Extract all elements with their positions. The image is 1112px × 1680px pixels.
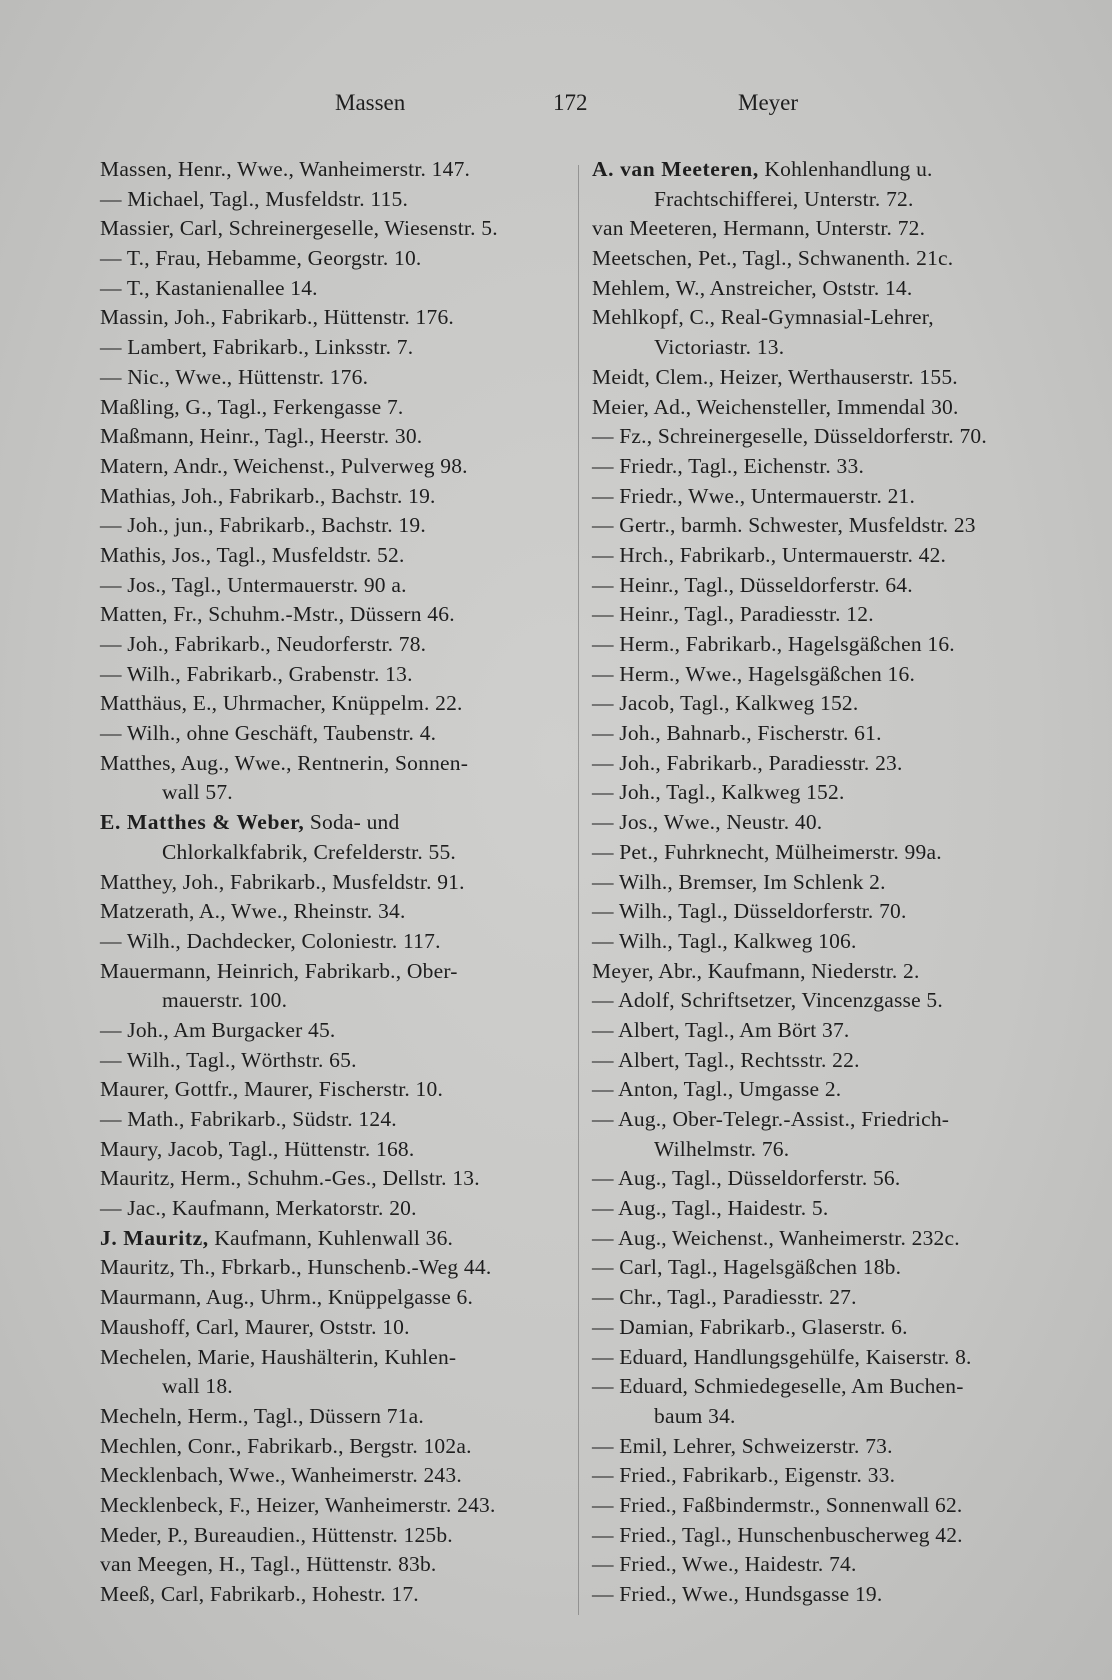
directory-entry-line [592,808,1062,838]
directory-entry-line [592,1372,1062,1402]
directory-entry-line [592,600,1062,630]
directory-entry-line [592,1105,1062,1135]
entry-text: — Jos., Wwe., Neustr. 40. [592,810,823,835]
directory-entry-line [592,749,1062,779]
entry-text: — T., Frau, Hebamme, Georgstr. 10. [100,246,422,271]
entry-text: wall 57. [162,780,233,805]
entry-text: — Wilh., Bremser, Im Schlenk 2. [592,869,886,894]
entry-text: Mauritz, Herm., Schuhm.-Ges., Dellstr. 13. [100,1166,480,1191]
directory-entry-line [592,1521,1062,1551]
entry-text: Massier, Carl, Schreinergeselle, Wiesenstr. 5. [100,216,498,241]
directory-entry-line [592,1432,1062,1462]
column-divider [578,165,579,1615]
directory-entry-line [592,422,1062,452]
entry-text: — Pet., Fuhrknecht, Mülheimerstr. 99a. [592,839,942,864]
directory-entry-line [100,571,570,601]
directory-entry-line [592,630,1062,660]
directory-entry-line [100,274,570,304]
entry-text: — Michael, Tagl., Musfeldstr. 115. [100,186,409,211]
entry-text: Mathias, Joh., Fabrikarb., Bachstr. 19. [100,483,436,508]
entry-text: — Fried., Wwe., Hundsgasse 19. [592,1582,883,1606]
directory-entry-line [100,1550,570,1580]
directory-entry-line [592,1313,1062,1343]
entry-text: — Wilh., Tagl., Düsseldorferstr. 70. [592,899,907,924]
entry-text: — Albert, Tagl., Am Bört 37. [592,1017,850,1042]
directory-entry-line [100,1224,570,1254]
directory-entry-line [592,897,1062,927]
directory-entry-line [100,778,570,808]
entry-text: Massen, Henr., Wwe., Wanheimerstr. 147. [100,157,471,181]
entry-text: — Damian, Fabrikarb., Glaserstr. 6. [592,1314,908,1339]
directory-entry-line [100,1432,570,1462]
directory-entry-line [592,957,1062,987]
directory-entry-line [100,1313,570,1343]
entry-text: — Friedr., Wwe., Untermauerstr. 21. [592,483,916,508]
directory-entry-line [100,1343,570,1373]
directory-entry-line [100,1283,570,1313]
directory-entry-line [100,1105,570,1135]
entry-text: — Heinr., Tagl., Düsseldorferstr. 64. [592,572,913,597]
entry-text: Matzerath, A., Wwe., Rheinstr. 34. [100,899,406,924]
directory-entry-line [100,1016,570,1046]
directory-entry-line [592,927,1062,957]
entry-text: — T., Kastanienallee 14. [100,275,318,300]
running-head-left: Massen [335,90,406,115]
directory-entry-line [100,719,570,749]
directory-entry-line [592,1194,1062,1224]
directory-entry-line [592,1224,1062,1254]
directory-entry-line [100,452,570,482]
directory-entry-line [592,838,1062,868]
directory-entry-line [592,571,1062,601]
directory-entry-line [592,660,1062,690]
entry-text: Matern, Andr., Weichenst., Pulverweg 98. [100,453,468,478]
entry-text: Mechelen, Marie, Haushälterin, Kuhlen- [100,1344,457,1369]
directory-entry-line [100,214,570,244]
directory-entry-line [100,333,570,363]
entry-text: — Fried., Tagl., Hunschenbuscherweg 42. [592,1522,963,1547]
directory-entry-line [100,541,570,571]
entry-text: — Joh., Tagl., Kalkweg 152. [592,780,845,805]
directory-entry-line [100,1253,570,1283]
directory-entry-line [100,1164,570,1194]
directory-entry-line [592,244,1062,274]
directory-entry-line [592,1075,1062,1105]
directory-entry-line [100,957,570,987]
entry-text: Maßmann, Heinr., Tagl., Heerstr. 30. [100,424,423,449]
entry-text: Victoriastr. 13. [654,335,785,360]
entry-text: — Adolf, Schriftsetzer, Vincenzgasse 5. [592,988,943,1013]
entry-text: Matten, Fr., Schuhm.-Mstr., Düssern 46. [100,602,455,627]
entry-text: Meder, P., Bureaudien., Hüttenstr. 125b. [100,1522,453,1547]
directory-entry-line [592,986,1062,1016]
directory-entry-line [592,778,1062,808]
entry-text: wall 18. [162,1374,233,1399]
directory-entry-line [592,1461,1062,1491]
entry-text: — Gertr., barmh. Schwester, Musfeldstr. 23 [592,513,976,538]
directory-entry-line [100,838,570,868]
entry-text: Mechlen, Conr., Fabrikarb., Bergstr. 102a. [100,1433,472,1458]
directory-entry-line [100,244,570,274]
directory-entry-line [100,1491,570,1521]
directory-entry-line [100,660,570,690]
entry-text: Frachtschifferei, Unterstr. 72. [654,186,914,211]
entry-text: — Anton, Tagl., Umgasse 2. [592,1077,842,1102]
entry-text: Soda- und [304,810,400,835]
entry-text: — Wilh., Dachdecker, Coloniestr. 117. [100,928,441,953]
directory-entry-line [592,1135,1062,1165]
entry-text: Meier, Ad., Weichensteller, Immendal 30. [592,394,959,419]
entry-text: baum 34. [654,1403,736,1428]
directory-entry-line [100,927,570,957]
entry-text: Meidt, Clem., Heizer, Werthauserstr. 155. [592,364,958,389]
entry-text: — Chr., Tagl., Paradiesstr. 27. [592,1285,857,1310]
entry-text: — Hrch., Fabrikarb., Untermauerstr. 42. [592,542,947,567]
entry-text: Meeß, Carl, Fabrikarb., Hohestr. 17. [100,1582,419,1606]
entry-text: — Lambert, Fabrikarb., Linksstr. 7. [100,335,414,360]
directory-entry-line [592,1283,1062,1313]
directory-entry-line [592,155,1062,185]
page-number: 172 [553,90,588,115]
entry-text: Mecklenbach, Wwe., Wanheimerstr. 243. [100,1463,462,1488]
entry-text: Maurmann, Aug., Uhrm., Knüppelgasse 6. [100,1285,474,1310]
entry-text: — Joh., Fabrikarb., Neudorferstr. 78. [100,632,427,656]
entry-text: — Friedr., Tagl., Eichenstr. 33. [592,453,865,478]
directory-entry-line [592,274,1062,304]
entry-text: Maßling, G., Tagl., Ferkengasse 7. [100,394,404,419]
directory-entry-line [592,214,1062,244]
entry-text: Wilhelmstr. 76. [654,1136,790,1161]
directory-entry-line [100,155,570,185]
directory-entry-line [592,303,1062,333]
directory-entry-line [100,1135,570,1165]
directory-entry-line [100,1580,570,1610]
entry-text: — Fried., Wwe., Haidestr. 74. [592,1552,857,1577]
directory-entry-line [100,393,570,423]
directory-entry-line [100,1402,570,1432]
directory-entry-line [592,1164,1062,1194]
entry-text: — Math., Fabrikarb., Südstr. 124. [100,1107,397,1131]
entry-text: — Fried., Faßbindermstr., Sonnenwall 62. [592,1492,963,1517]
directory-entry-line [100,482,570,512]
firm-name: A. van Meeteren, [592,157,759,181]
directory-entry-line [100,1075,570,1105]
entry-text: — Fz., Schreinergeselle, Düsseldorferstr. 70. [592,424,987,449]
directory-entry-line [100,1372,570,1402]
entry-text: — Emil, Lehrer, Schweizerstr. 73. [592,1433,893,1458]
entry-text: Matthes, Aug., Wwe., Rentnerin, Sonnen- [100,750,469,775]
directory-entry-line [100,1046,570,1076]
entry-text: — Jac., Kaufmann, Merkatorstr. 20. [100,1196,417,1221]
right-column [592,155,1062,1610]
entry-text: — Joh., Fabrikarb., Paradiesstr. 23. [592,750,903,775]
entry-text: — Wilh., Tagl., Kalkweg 106. [592,928,857,953]
entry-text: — Eduard, Handlungsgehülfe, Kaiserstr. 8. [592,1344,972,1369]
directory-entry-line [100,868,570,898]
entry-text: — Nic., Wwe., Hüttenstr. 176. [100,364,369,389]
entry-text: Massin, Joh., Fabrikarb., Hüttenstr. 176. [100,305,454,330]
left-column [100,155,570,1610]
entry-text: — Aug., Tagl., Haidestr. 5. [592,1196,829,1221]
directory-entry-line [592,689,1062,719]
entry-text: — Herm., Wwe., Hagelsgäßchen 16. [592,661,916,686]
directory-entry-line [100,600,570,630]
firm-name: J. Mauritz, [100,1225,209,1250]
entry-text: — Joh., jun., Fabrikarb., Bachstr. 19. [100,513,426,538]
entry-text: — Wilh., ohne Geschäft, Taubenstr. 4. [100,721,437,746]
running-head-right: Meyer [738,90,799,115]
directory-entry-line [100,422,570,452]
directory-entry-line [592,1580,1062,1610]
entry-text: Maurer, Gottfr., Maurer, Fischerstr. 10. [100,1077,444,1102]
entry-text: Kaufmann, Kuhlenwall 36. [208,1225,454,1250]
entry-text: Maushoff, Carl, Maurer, Oststr. 10. [100,1314,410,1339]
directory-entry-line [592,482,1062,512]
directory-entry-line [100,511,570,541]
directory-entry-line [592,868,1062,898]
directory-entry-line [592,1016,1062,1046]
directory-entry-line [100,185,570,215]
entry-text: — Eduard, Schmiedegeselle, Am Buchen- [592,1374,964,1399]
entry-text: — Wilh., Fabrikarb., Grabenstr. 13. [100,661,413,686]
directory-entry-line [100,689,570,719]
entry-text: Mauritz, Th., Fbrkarb., Hunschenb.-Weg 44. [100,1255,492,1280]
directory-entry-line [100,986,570,1016]
entry-text: Kohlenhandlung u. [758,157,933,181]
directory-entry-line [100,630,570,660]
entry-text: — Heinr., Tagl., Paradiesstr. 12. [592,602,874,627]
entry-text: — Jos., Tagl., Untermauerstr. 90 a. [100,572,407,597]
directory-entry-line [592,185,1062,215]
entry-text: — Joh., Am Burgacker 45. [100,1017,336,1042]
entry-text: van Meegen, H., Tagl., Hüttenstr. 83b. [100,1552,437,1577]
directory-entry-line [592,1550,1062,1580]
entry-text: mauerstr. 100. [162,988,288,1013]
directory-entry-line [592,1343,1062,1373]
entry-text: — Carl, Tagl., Hagelsgäßchen 18b. [592,1255,902,1280]
directory-entry-line [100,1521,570,1551]
directory-entry-line [100,808,570,838]
directory-entry-line [100,1194,570,1224]
firm-name: E. Matthes & Weber, [100,810,305,835]
entry-text: — Joh., Bahnarb., Fischerstr. 61. [592,721,882,746]
directory-entry-line [592,1253,1062,1283]
directory-entry-line [100,749,570,779]
directory-entry-line [592,719,1062,749]
entry-text: Matthey, Joh., Fabrikarb., Musfeldstr. 91. [100,869,465,894]
directory-entry-line [592,541,1062,571]
entry-text: — Aug., Tagl., Düsseldorferstr. 56. [592,1166,901,1191]
entry-text: Mathis, Jos., Tagl., Musfeldstr. 52. [100,542,405,567]
directory-entry-line [592,1402,1062,1432]
entry-text: — Herm., Fabrikarb., Hagelsgäßchen 16. [592,632,955,656]
entry-text: Mecheln, Herm., Tagl., Düssern 71a. [100,1403,424,1428]
entry-text: Meetschen, Pet., Tagl., Schwanenth. 21c. [592,246,954,271]
directory-entry-line [100,1461,570,1491]
directory-entry-line [100,363,570,393]
directory-entry-line [592,452,1062,482]
directory-entry-line [592,511,1062,541]
directory-entry-line [592,1491,1062,1521]
directory-entry-line [100,303,570,333]
entry-text: Mehlkopf, C., Real-Gymnasial-Lehrer, [592,305,934,330]
directory-entry-line [592,363,1062,393]
entry-text: Maury, Jacob, Tagl., Hüttenstr. 168. [100,1136,415,1161]
entry-text: — Jacob, Tagl., Kalkweg 152. [592,691,859,716]
entry-text: — Fried., Fabrikarb., Eigenstr. 33. [592,1463,896,1488]
entry-text: van Meeteren, Hermann, Unterstr. 72. [592,216,926,241]
entry-text: Mehlem, W., Anstreicher, Oststr. 14. [592,275,913,300]
entry-text: — Aug., Ober-Telegr.-Assist., Friedrich- [592,1107,950,1131]
entry-text: — Albert, Tagl., Rechtsstr. 22. [592,1047,860,1072]
entry-text: Meyer, Abr., Kaufmann, Niederstr. 2. [592,958,920,983]
directory-entry-line [100,897,570,927]
directory-entry-line [592,393,1062,423]
entry-text: Mecklenbeck, F., Heizer, Wanheimerstr. 243. [100,1492,496,1517]
entry-text: Matthäus, E., Uhrmacher, Knüppelm. 22. [100,691,463,716]
directory-entry-line [592,333,1062,363]
entry-text: Chlorkalkfabrik, Crefelderstr. 55. [162,839,456,864]
entry-text: — Aug., Weichenst., Wanheimerstr. 232c. [592,1225,960,1250]
entry-text: — Wilh., Tagl., Wörthstr. 65. [100,1047,357,1072]
entry-text: Mauermann, Heinrich, Fabrikarb., Ober- [100,958,458,983]
directory-entry-line [592,1046,1062,1076]
